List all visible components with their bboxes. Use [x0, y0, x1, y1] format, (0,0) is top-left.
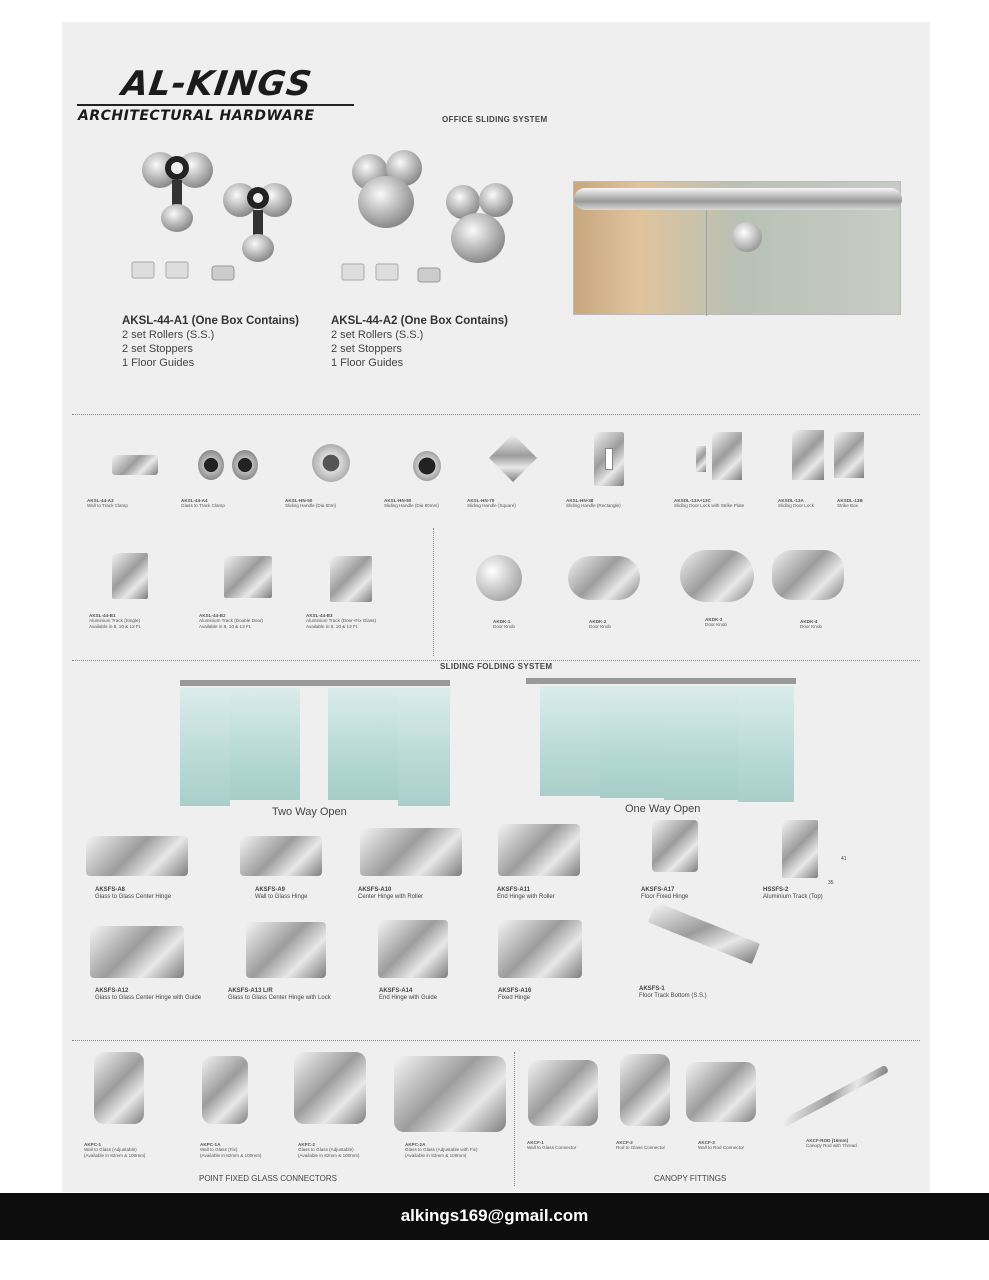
glass-panel	[328, 688, 398, 800]
glass-panel	[180, 688, 230, 806]
caption-aksfs-a8	[95, 887, 225, 901]
strike-plate-image	[696, 446, 706, 472]
product-code: AKPC-1	[84, 1142, 102, 1147]
product-desc: Center Hinge with Roller	[358, 894, 424, 900]
product-code: AKSFS-A16	[498, 988, 532, 994]
product-desc: Rod to Glass Connector	[616, 1145, 666, 1151]
product-desc: Sliding Door Lock with Strike Plate	[674, 503, 745, 509]
canopy-section-title: CANOPY FITTINGS	[654, 1174, 727, 1183]
caption-aksfs-a12	[95, 988, 225, 1002]
caption-aksfs-a13	[228, 988, 358, 1002]
caption-aksfs-a14	[379, 988, 509, 1002]
end-hinge-guide-image	[378, 920, 448, 978]
product-desc: Sliding Door Lock	[778, 503, 815, 509]
caption-aksfs-1	[639, 986, 769, 1000]
caption-aksfs-a16	[498, 988, 628, 1002]
glass-panel	[540, 686, 600, 796]
round-handle-50-image	[312, 444, 350, 482]
product-desc: Glass to Glass (Adjustable with Fix)	[405, 1147, 478, 1153]
product-code: AKSFS-A11	[497, 887, 531, 893]
product-code: AKSL-HN-38	[566, 498, 594, 503]
door-knob-3-image	[680, 550, 754, 602]
product-desc: Door Knob	[589, 624, 611, 630]
roller-kit-a2-image	[338, 140, 528, 300]
rect-handle-image	[594, 432, 624, 486]
product-code: AKSFS-A17	[641, 887, 675, 893]
product-desc: Aluminium Track (Single)	[89, 618, 141, 624]
section-divider	[72, 414, 920, 415]
roller-cap	[732, 222, 762, 252]
roller-kit-a1-image	[130, 140, 310, 300]
top-track-image	[782, 820, 818, 878]
caption-akpc-1a	[200, 1142, 290, 1158]
caption-aksl-44-b1	[89, 613, 179, 629]
product-availability: Available in 8, 10 & 12 Ft.	[89, 623, 142, 629]
caption-aksl-hn-70	[467, 498, 537, 509]
caption-akcf-rod	[806, 1138, 886, 1149]
glass-panel	[230, 688, 300, 800]
product-desc: Wall to Track Clamp	[87, 503, 128, 509]
kit-a1-description	[122, 314, 322, 370]
product-code: AKSL-HN-80	[384, 498, 412, 503]
product-desc: End Hinge with Roller	[497, 894, 555, 900]
product-code: AKSFS-A14	[379, 988, 413, 994]
brand-tagline: ARCHITECTURAL HARDWARE	[78, 108, 315, 124]
product-desc: Wall to Glass (Fix)	[200, 1147, 238, 1153]
product-code: AKSFS-A9	[255, 887, 286, 893]
product-code: AKSL-44-B1	[89, 613, 116, 618]
product-desc: Fixed Hinge	[498, 995, 531, 1001]
track-rail	[574, 188, 902, 210]
point-connector-1-image	[94, 1052, 144, 1124]
sliding-lock-strike-image	[712, 432, 742, 480]
canopy-wall-rod-image	[686, 1062, 756, 1122]
point-connector-2a-image	[394, 1056, 506, 1132]
product-desc: Floor Track Bottom (S.S.)	[639, 993, 707, 999]
track-single-image	[112, 553, 148, 599]
caption-aksl-hn-38	[566, 498, 636, 509]
point-connector-2-image	[294, 1052, 366, 1124]
product-availability: Available in 8, 10 & 13 Ft.	[306, 623, 359, 629]
product-code: AKCF-2	[616, 1140, 633, 1145]
kit-a1-line: 1 Floor Guides	[122, 357, 195, 369]
kit-a2-line: 2 set Stoppers	[331, 343, 402, 355]
product-code: AKSL-44-A4	[181, 498, 208, 503]
product-code: AKSL-44-B2	[199, 613, 226, 618]
kit-a1-code: AKSL-44-A1 (One Box Contains)	[122, 315, 299, 327]
point-connector-1a-image	[202, 1056, 248, 1124]
product-desc: Door Knob	[705, 622, 727, 628]
product-desc: Floor Fixed Hinge	[641, 894, 689, 900]
caption-aksfs-a17	[641, 887, 771, 901]
caption-aksfs-a10	[358, 887, 488, 901]
floor-fixed-hinge-image	[652, 820, 698, 872]
product-desc: Sliding Handle (Dia 50m)	[285, 503, 337, 509]
product-code: AKDK-1	[493, 619, 511, 624]
caption-akdk-2	[589, 619, 659, 630]
center-hinge-guide-image	[90, 926, 184, 978]
product-code: AKCF-ROD (16mm)	[806, 1138, 849, 1143]
product-desc: Wall to Glass Hinge	[255, 894, 308, 900]
caption-akdk-3	[705, 617, 775, 628]
logo-divider	[77, 104, 354, 106]
product-desc: Glass to Glass Center Hinge with Guide	[95, 995, 202, 1001]
product-code: AKSFS-A13 L/R	[228, 988, 273, 994]
product-desc: Aluminium Track (Top)	[763, 894, 823, 900]
product-desc: Wall to Rod Connector	[698, 1145, 745, 1151]
caption-akcf-2	[616, 1140, 696, 1151]
product-code: AKSFS-A12	[95, 988, 129, 994]
caption-aksdl-13a-13c	[674, 498, 764, 509]
kit-a2-code: AKSL-44-A2 (One Box Contains)	[331, 315, 508, 327]
glass-panel	[600, 686, 664, 798]
track-door-fix-image	[330, 556, 372, 602]
product-desc: End Hinge with Guide	[379, 995, 438, 1001]
product-desc: Sliding Handle (Rectangle)	[566, 503, 621, 509]
caption-aksl-44-b3	[306, 613, 406, 629]
product-availability: (Available in 82mm & 100mm)	[298, 1152, 360, 1158]
track-double-image	[224, 556, 272, 598]
glass-track-clamp-image-2	[232, 450, 258, 480]
canopy-wall-glass-image	[528, 1060, 598, 1126]
caption-aksdl-13a	[778, 498, 828, 509]
caption-aksl-44-b2	[199, 613, 289, 629]
canopy-rod-glass-image	[620, 1054, 670, 1126]
one-way-open-illustration	[526, 678, 796, 804]
fixed-hinge-image	[498, 920, 582, 978]
product-code: AKSL-HN-50	[285, 498, 313, 503]
glass-panel	[664, 686, 738, 800]
product-availability: (Available in 82mm & 100mm)	[405, 1152, 467, 1158]
product-desc: Aluminium Track (Door+Fix Glass)	[306, 618, 377, 624]
caption-aksfs-a11	[497, 887, 627, 901]
product-code: AKSL-44-B3	[306, 613, 333, 618]
kit-a2-line: 1 Floor Guides	[331, 357, 404, 369]
product-code: AKCF-1	[527, 1140, 544, 1145]
product-availability: Available in 8, 10 & 13 Ft.	[199, 623, 252, 629]
product-desc: Glass to Glass Center Hinge	[95, 894, 172, 900]
caption-akpc-2a	[405, 1142, 505, 1158]
product-code: AKPC-1A	[200, 1142, 221, 1147]
rect-handle-slot	[605, 448, 613, 470]
product-code: AKSFS-A8	[95, 887, 126, 893]
product-desc: Door Knob	[800, 624, 822, 630]
center-hinge-lock-image	[246, 922, 326, 978]
product-code: AKPC-2	[298, 1142, 316, 1147]
product-code: AKDK-2	[589, 619, 607, 624]
door-knob-1-image	[476, 555, 522, 601]
product-desc: Strike Box	[837, 503, 858, 509]
center-hinge-image	[86, 836, 188, 876]
product-code: AKCF-3	[698, 1140, 715, 1145]
point-section-title: POINT FIXED GLASS CONNECTORS	[199, 1174, 337, 1183]
footer-email[interactable]: alkings169@gmail.com	[400, 1206, 589, 1225]
product-availability: (Available in 82mm & 100mm)	[200, 1152, 262, 1158]
product-code: AKSFS-A10	[358, 887, 392, 893]
two-way-open-illustration	[180, 680, 450, 808]
product-code: AKDK-3	[705, 617, 723, 622]
one-way-open-caption: One Way Open	[625, 803, 701, 815]
product-code: AKSL-HN-70	[467, 498, 495, 503]
caption-hssfs-2	[763, 887, 893, 901]
caption-aksl-44-a3	[87, 498, 157, 509]
glass-panel	[398, 688, 450, 806]
product-code: AKSFS-1	[639, 986, 665, 992]
caption-aksdl-13b	[837, 498, 877, 509]
product-desc: Canopy Rod with Thread	[806, 1143, 857, 1149]
glass-panel	[738, 686, 794, 802]
product-desc: Sliding Handle (Dia 80mm)	[384, 503, 439, 509]
product-desc: Wall to Glass (Adjustable)	[84, 1147, 137, 1153]
top-track	[526, 678, 796, 684]
glass-track-clamp-image	[198, 450, 224, 480]
product-code: AKSDL-13B	[837, 498, 863, 503]
product-code: AKSDL-13A+13C	[674, 498, 711, 503]
product-desc: Sliding Handle (Square)	[467, 503, 516, 509]
office-section-title: OFFICE SLIDING SYSTEM	[442, 115, 548, 124]
kit-a1-line: 2 set Stoppers	[122, 343, 193, 355]
wall-track-clamp-image	[112, 455, 158, 475]
door-knob-4-image	[772, 550, 844, 600]
caption-akcf-3	[698, 1140, 778, 1151]
product-code: AKPC-2A	[405, 1142, 426, 1147]
product-desc: Glass to Glass (Adjustable)	[298, 1147, 354, 1153]
caption-akpc-1	[84, 1142, 174, 1158]
product-availability: (Available in 82mm & 100mm)	[84, 1152, 146, 1158]
kit-a2-line: 2 set Rollers (S.S.)	[331, 329, 424, 341]
center-hinge-roller-image	[360, 828, 462, 876]
round-handle-80-image	[413, 451, 441, 481]
caption-akcf-1	[527, 1140, 607, 1151]
glass-edge	[706, 210, 707, 316]
brand-logo-title: AL-KINGS	[119, 64, 315, 104]
caption-aksl-hn-50	[285, 498, 355, 509]
product-code: HSSFS-2	[763, 887, 789, 893]
track-width-dim: 35	[828, 880, 834, 886]
product-code: AKSDL-13A	[778, 498, 804, 503]
top-track	[180, 680, 450, 686]
caption-akpc-2	[298, 1142, 388, 1158]
product-desc: Glass to Glass Center Hinge with Lock	[228, 995, 331, 1001]
product-desc: Aluminium Track (Double Door)	[199, 618, 264, 624]
strike-box-image	[834, 432, 864, 478]
product-desc: Wall to Glass Connector	[527, 1145, 577, 1151]
office-sliding-photo	[573, 181, 901, 315]
wall-glass-hinge-image	[240, 836, 322, 876]
end-hinge-roller-image	[498, 824, 580, 876]
caption-aksl-hn-80	[384, 498, 454, 509]
product-desc: Glass to Track Clamp	[181, 503, 225, 509]
caption-akdk-1	[493, 619, 563, 630]
folding-section-title: SLIDING FOLDING SYSTEM	[440, 662, 553, 671]
caption-aksl-44-a4	[181, 498, 251, 509]
kit-a1-line: 2 set Rollers (S.S.)	[122, 329, 215, 341]
track-height-dim: 41	[841, 856, 847, 862]
door-knob-2-image	[568, 556, 640, 600]
sliding-lock-image	[792, 430, 824, 480]
section-divider	[72, 660, 920, 661]
product-code: AKSL-44-A3	[87, 498, 114, 503]
kit-a2-description	[331, 314, 531, 370]
vertical-divider	[514, 1052, 515, 1186]
product-code: AKDK-4	[800, 619, 818, 624]
two-way-open-caption: Two Way Open	[272, 806, 347, 818]
vertical-divider	[433, 528, 434, 656]
product-desc: Door Knob	[493, 624, 515, 630]
section-divider	[72, 1040, 920, 1041]
caption-akdk-4	[800, 619, 870, 630]
